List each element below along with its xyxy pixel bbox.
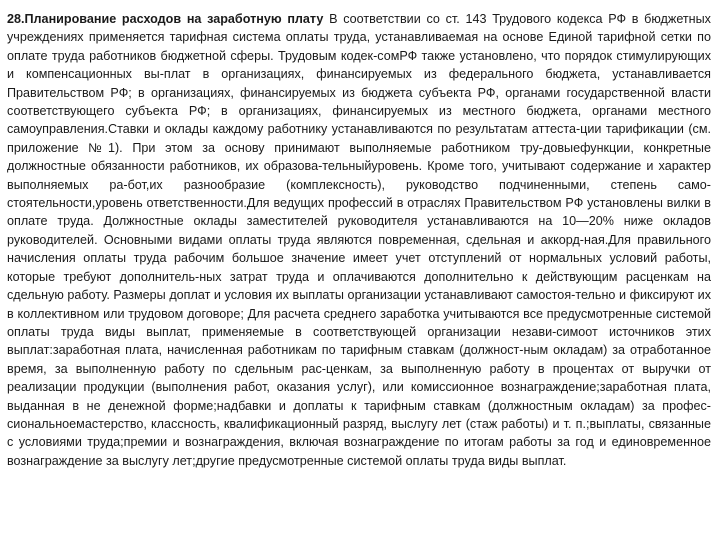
document-body: В соответствии со ст. 143 Трудового кодекса РФ в бюджетных учреждениях применяется тарифная система оплаты труда, устанавливаемая на основе Единой тарифной сетки по оплате труда работников бюджетной сферы. Трудовым кодек-сомРФ также установлено, что порядок стимулирующих и компенсационных вы-плат в организациях, финансируемых из федерального бюджета, устанавливается Правительством РФ; в организациях, финансируемых из бюджета субъекта РФ, органами государственной власти соответствующего субъекта РФ; в организациях, финансируемых из местного бюджета, органами местного самоуправления.Ставки и оклады каждому работнику устанавливаются по результатам аттеста-ции тарификации (см. приложение №1). При этом за основу принимают выполняемые работником тру-довыефункции, конкретные должностные обязанности работников, их образова-тельныйуровень. Кроме того, учитывают содержание и характер выполняемых ра-бот,их разнообразие (комплексность), руководство подчиненными, степень само-стоятельности,уровень ответственности.Для ведущих профессий в отраслях Правительством РФ установлены вилки в оплате труда. Должностные оклады заместителей руководителя устанавливаются на 10—20% ниже окладов руководителей. Основными видами оплаты труда являются повременная, сдельная и аккорд-ная.Для правильного начисления оплаты труда рабочим большое значение имеет учет отступлений от нормальных условий работы, которые требуют дополнитель-ных затрат труда и оплачиваются дополнительно к действующим расценкам на сдельную работу. Размеры доплат и условия их выплаты организации устанавливают самостоя-тельно и фиксируют их в коллективном или трудовом договоре; Для расчета среднего заработка учитываются все предусмотренные системой оплаты труда виды выплат, применяемые в соответствующей организации незави-симоот источников этих выплат:заработная плата, начисленная работникам по тарифным ставкам (должност-ным окладам) за отработанное время, за выполненную работу по сдельным рас-ценкам, за выполненную работу в процентах от выручки от реализации продукции (выполнения работ, оказания услуг), или комиссионное вознаграждение;заработная плата, выданная в не денежной форме;надбавки и доплаты к тарифным ставкам (должностным окладам) за профес-сиональноемастерство, классность, квалификационный разряд, выслугу лет (стаж работы) и т. п.;выплаты, связанные с условиями труда;премии и вознаграждения, включая вознаграждение по итогам работы за год и единовременное вознаграждение за выслугу лет;другие предусмотренные системой оплаты труда виды выплат. <box>7 12 711 468</box>
document-heading: 28.Планирование расходов на заработную плату <box>7 12 324 26</box>
document-text <box>7 10 711 470</box>
